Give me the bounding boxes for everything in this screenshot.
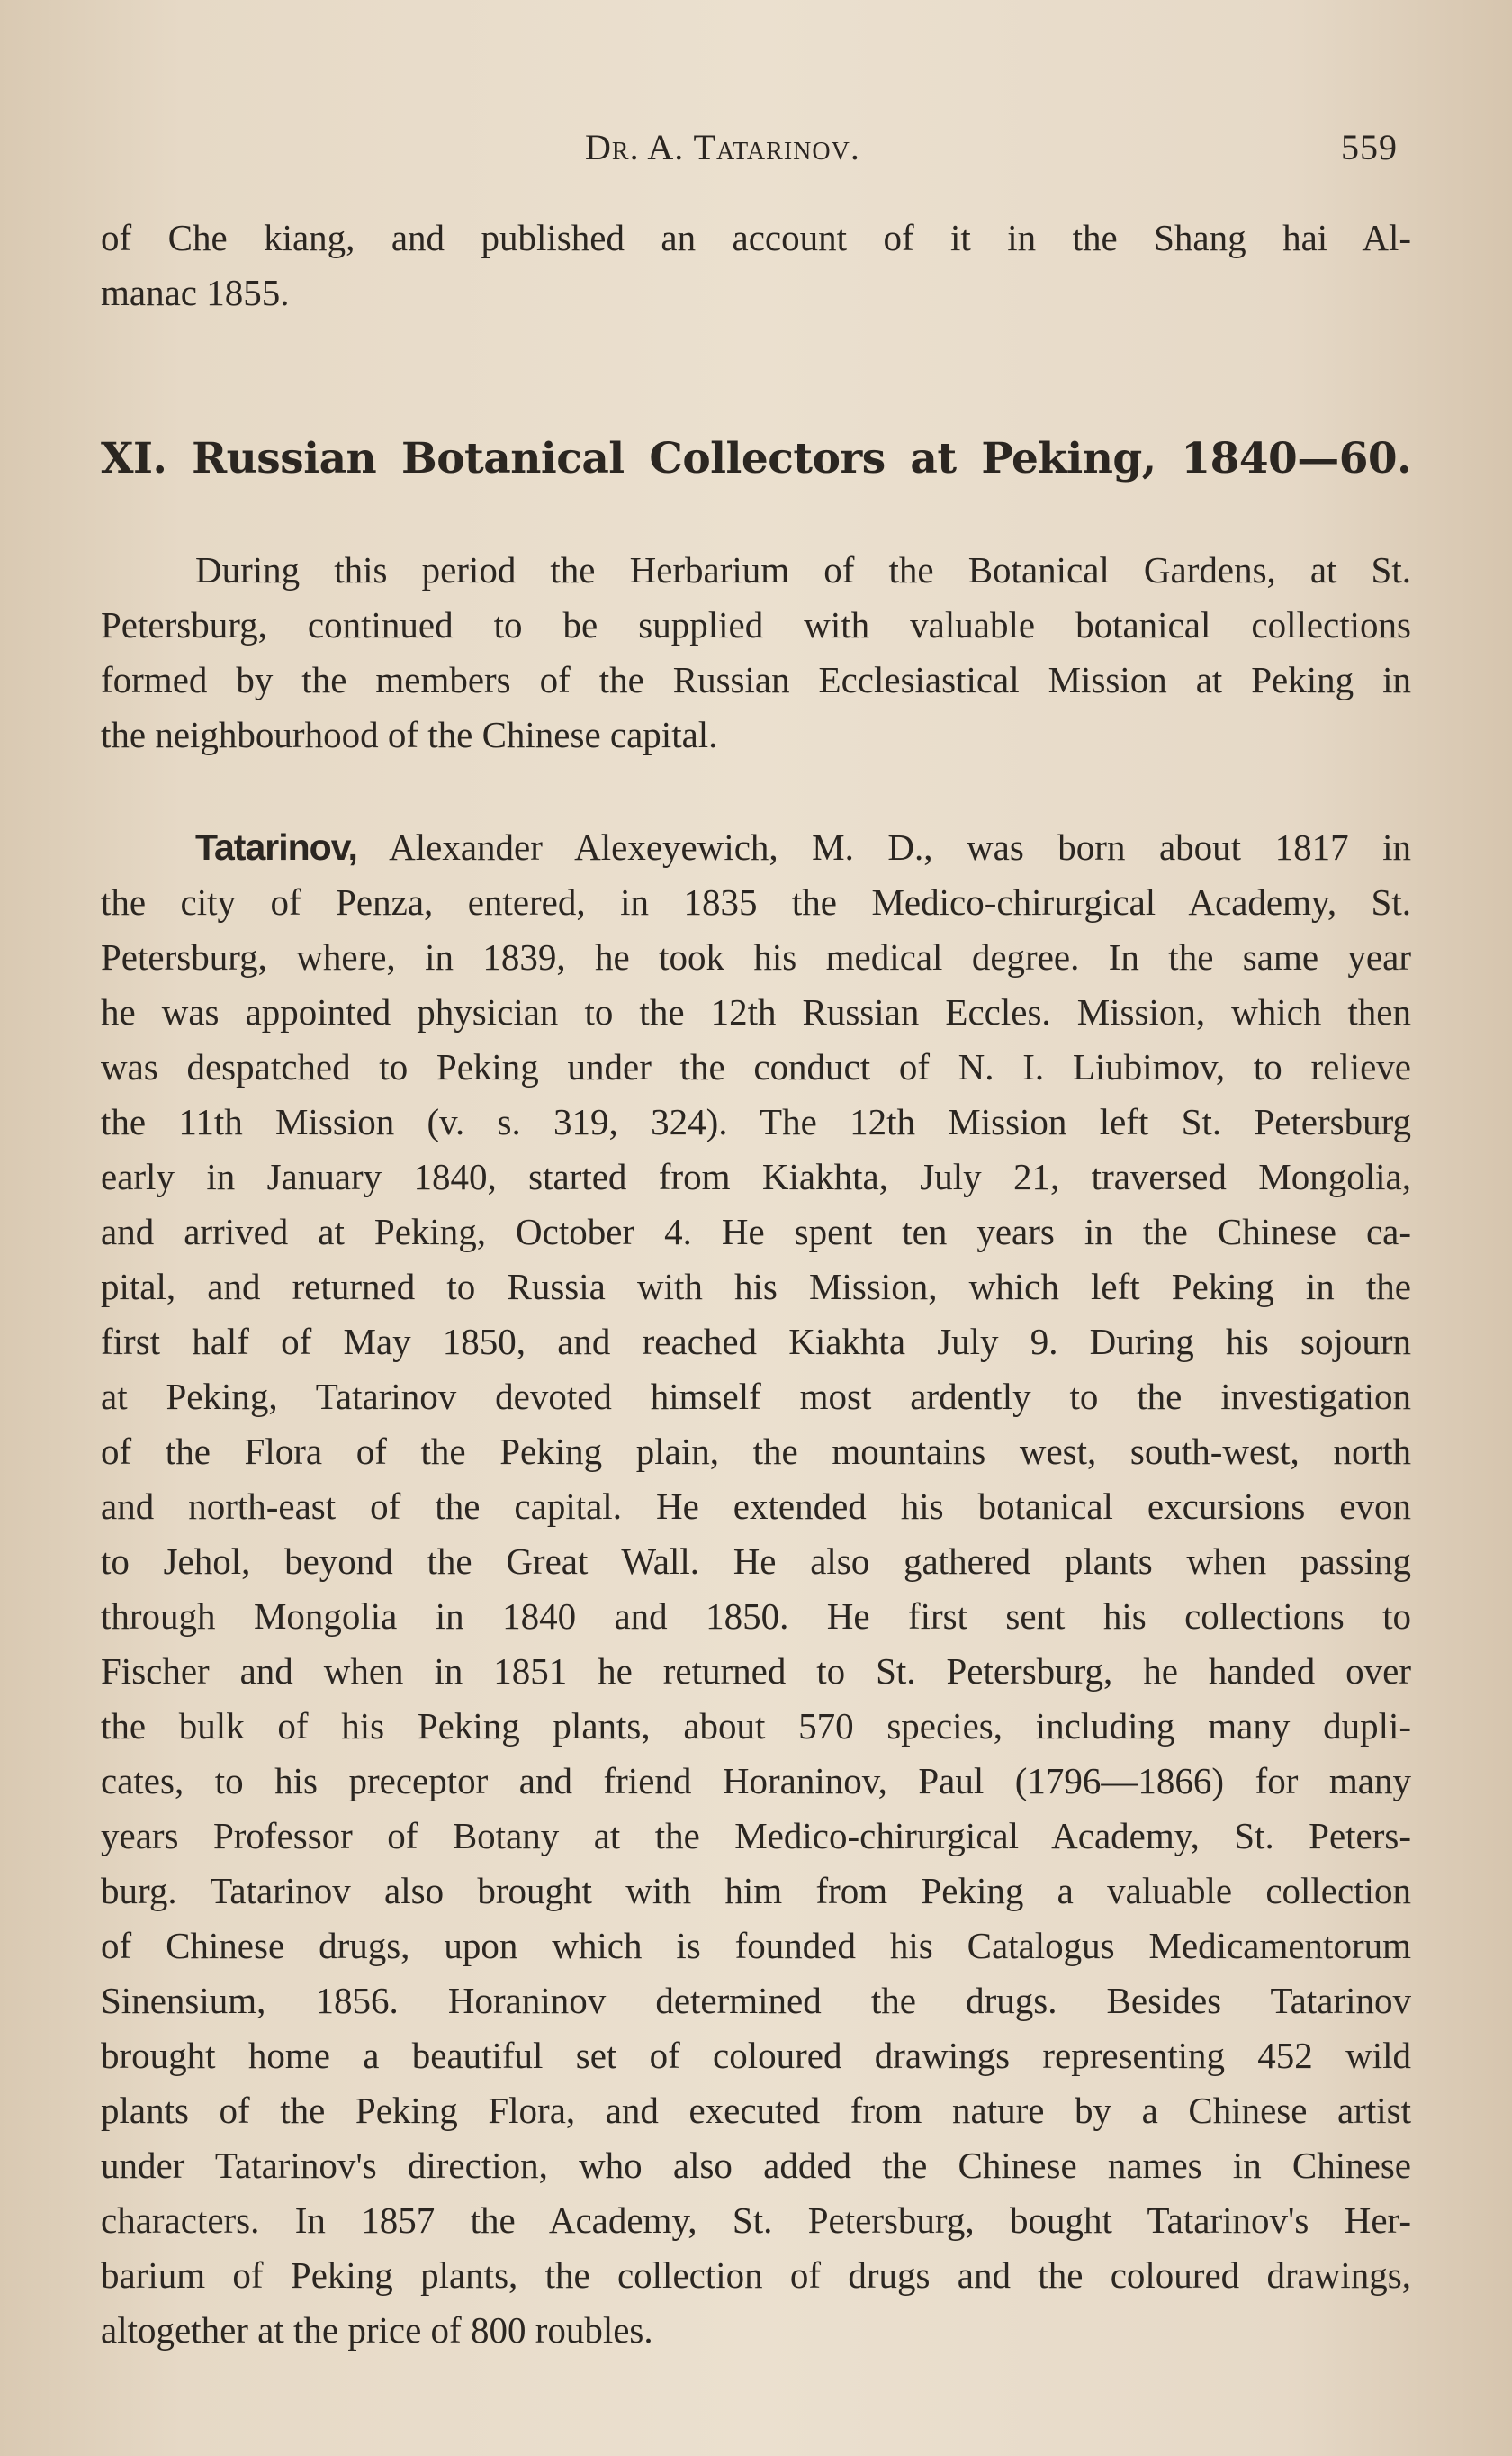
text-line: pital, and returned to Russia with his Mission, which left Peking in the — [101, 1266, 1411, 1307]
text-line: barium of Peking plants, the collection of drugs and the coloured drawings, — [101, 2254, 1411, 2296]
running-title: Dr. A. Tatarinov. — [585, 127, 860, 167]
text-line: During this period the Herbarium of the Botanical Gardens, at St. — [195, 549, 1411, 591]
page-number: 559 — [1341, 127, 1398, 167]
text-line: of the Flora of the Peking plain, the mountains west, south-west, north — [101, 1431, 1411, 1472]
text-span: Alexander Alexeyewich, M. D., was born about 1817 in — [389, 826, 1411, 868]
paragraph-1 — [101, 543, 1411, 763]
text-line: to Jehol, beyond the Great Wall. He also gathered plants when passing — [101, 1540, 1411, 1582]
text-line: of Chinese drugs, upon which is founded his Catalogus Medicamentorum — [101, 1925, 1411, 1966]
text-line: was despatched to Peking under the conduct of N. I. Liubimov, to relieve — [101, 1046, 1411, 1088]
text-line: brought home a beautiful set of coloured drawings representing 452 wild — [101, 2035, 1411, 2076]
text-line: plants of the Peking Flora, and executed from nature by a Chinese artist — [101, 2090, 1411, 2131]
text-line: of Che kiang, and published an account of it in the Shang hai Al- — [101, 217, 1411, 258]
text-line: first half of May 1850, and reached Kiakhta July 9. During his sojourn — [101, 1321, 1411, 1362]
text-line: Petersburg, where, in 1839, he took his medical degree. In the same year — [101, 936, 1411, 978]
text-line: years Professor of Botany at the Medico-chirurgical Academy, St. Peters- — [101, 1815, 1411, 1856]
text-line: under Tatarinov's direction, who also added the Chinese names in Chinese — [101, 2144, 1411, 2186]
text-line: Petersburg, continued to be supplied with valuable botanical collections — [101, 604, 1411, 646]
entry-name: Tatarinov, — [195, 826, 357, 868]
text-line: the city of Penza, entered, in 1835 the Medico-chirurgical Academy, St. — [101, 881, 1411, 923]
text-line: burg. Tatarinov also brought with him from Peking a valuable collection — [101, 1870, 1411, 1911]
text-line: the neighbourhood of the Chinese capital. — [101, 714, 718, 755]
text-line: early in January 1840, started from Kiakhta, July 21, traversed Mongolia, — [101, 1156, 1411, 1197]
text-line: Fischer and when in 1851 he returned to St. Petersburg, he handed over — [101, 1650, 1411, 1692]
text-line: cates, to his preceptor and friend Horaninov, Paul (1796—1866) for many — [101, 1760, 1411, 1801]
text-line — [101, 820, 1411, 875]
text-line: the 11th Mission (v. s. 319, 324). The 12th Mission left St. Petersburg — [101, 1101, 1411, 1142]
text-line: through Mongolia in 1840 and 1850. He first sent his collections to — [101, 1595, 1411, 1637]
text-line: and arrived at Peking, October 4. He spent ten years in the Chinese ca- — [101, 1211, 1411, 1252]
text-line: formed by the members of the Russian Ecclesiastical Mission at Peking in — [101, 659, 1411, 700]
section-heading: XI. Russian Botanical Collectors at Peking, 1840—60. — [101, 434, 1411, 483]
text-line: he was appointed physician to the 12th Russian Eccles. Mission, which then — [101, 991, 1411, 1033]
continuation-paragraph — [101, 211, 1411, 321]
paragraph-2 — [101, 820, 1411, 2358]
text-line: manac 1855. — [101, 272, 290, 313]
text-line: the bulk of his Peking plants, about 570 species, including many dupli- — [101, 1705, 1411, 1747]
text-line: characters. In 1857 the Academy, St. Petersburg, bought Tatarinov's Her- — [101, 2199, 1411, 2241]
text-line: Sinensium, 1856. Horaninov determined the drugs. Besides Tatarinov — [101, 1980, 1411, 2021]
text-line: and north-east of the capital. He extended his botanical excursions evon — [101, 1485, 1411, 1527]
text-line: at Peking, Tatarinov devoted himself most ardently to the investigation — [101, 1376, 1411, 1417]
text-line: altogether at the price of 800 roubles. — [101, 2309, 653, 2351]
